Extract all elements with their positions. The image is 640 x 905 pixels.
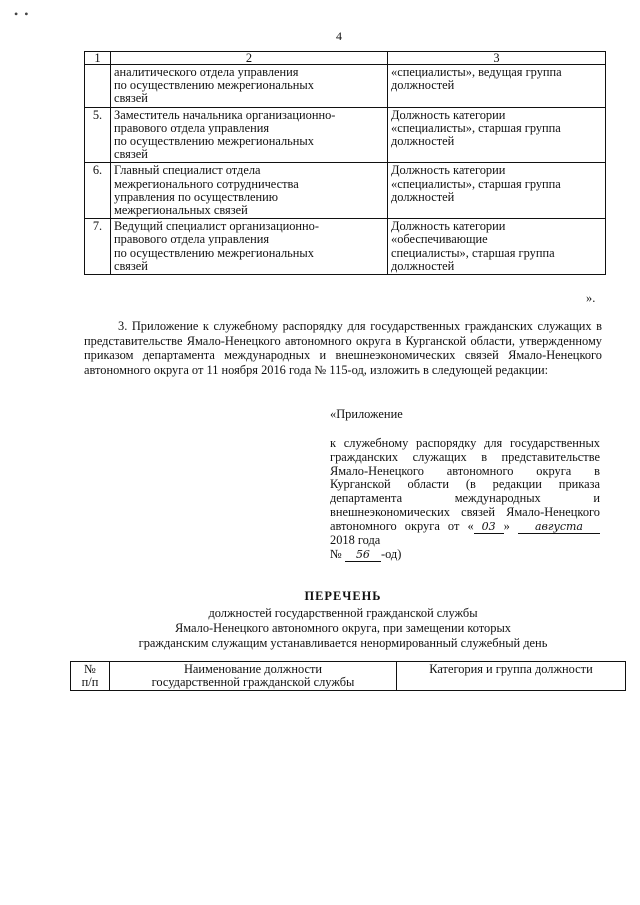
header-number-cell xyxy=(71,662,110,691)
amendment-paragraph: 3. Приложение к служебному распорядку для государственных гражданских служащих в представительстве Ямало-Ненецкого автономного округа в Курганской области, утвержденному приказом департамента международных и внешнеэкономических связей Ямало-Ненецкого автономного округа от 11 ноября 2016 года № 115-од, изложить в следующей редакции: xyxy=(84,319,602,377)
cell-line: Заместитель начальника организационно- xyxy=(114,107,336,122)
cell-line: Должность категории xyxy=(391,163,506,178)
cell-line: Главный специалист отдела xyxy=(114,163,261,178)
cell-line: п/п xyxy=(81,675,99,689)
scan-dots: • • xyxy=(14,7,29,21)
category-cell xyxy=(388,219,606,275)
header-cell-3: 3 xyxy=(388,52,606,65)
cell-line: Должность категории xyxy=(391,107,506,122)
cell-line: Наименование должности xyxy=(183,662,323,676)
list-subtitle xyxy=(84,606,602,651)
cell-line: по осуществлению межрегиональных xyxy=(114,245,314,260)
row-number: 5. xyxy=(85,107,111,163)
cell-line: связей xyxy=(114,258,148,273)
cell-line: аналитического отдела управления xyxy=(114,65,299,79)
handwritten-month: августа xyxy=(518,521,600,534)
header-cell-1: 1 xyxy=(85,52,111,65)
appendix-title: «Приложение xyxy=(330,407,403,421)
cell-line: Должность категории xyxy=(391,219,506,234)
position-cell xyxy=(111,65,388,108)
row-number xyxy=(85,65,111,108)
position-cell xyxy=(111,107,388,163)
subtitle-line: Ямало-Ненецкого автономного округа, при замещении которых xyxy=(175,621,511,635)
header-position-cell xyxy=(110,662,397,691)
category-cell xyxy=(388,107,606,163)
table-row xyxy=(85,65,606,108)
cell-line: связей xyxy=(114,91,148,106)
table-row xyxy=(85,163,606,219)
cell-line: № xyxy=(84,662,96,676)
cell-line: межрегиональных связей xyxy=(114,203,248,218)
table-row xyxy=(85,107,606,163)
cell-line: межрегионального сотрудничества xyxy=(114,176,299,191)
cell-line: управления по осуществлению xyxy=(114,189,279,204)
cell-line: специалисты», старшая группа xyxy=(391,245,555,260)
cell-line: «специалисты», ведущая группа xyxy=(391,65,562,79)
date-close-quote: » xyxy=(503,518,510,533)
number-suffix: -од) xyxy=(380,546,402,561)
date-year: 2018 года xyxy=(330,532,381,547)
subtitle-line: должностей государственной гражданской службы xyxy=(208,606,478,620)
header-cell-2: 2 xyxy=(111,52,388,65)
list-table-header-row xyxy=(71,662,626,691)
position-cell xyxy=(111,219,388,275)
date-open-quote: « xyxy=(467,518,474,533)
category-cell xyxy=(388,163,606,219)
cell-line: должностей xyxy=(391,78,455,93)
cell-line: связей xyxy=(114,147,148,162)
number-prefix: № xyxy=(330,546,342,561)
appendix-body-text: к служебному распорядку для государственных гражданских служащих в представительстве Ямало-Ненецкого автономного округа в Курганской области (в редакции приказа департамента международных и внешнеэкономических связей Ямало-Ненецкого автономного округа от xyxy=(330,436,600,533)
appendix-reference xyxy=(330,437,600,562)
cell-line: по осуществлению межрегиональных xyxy=(114,78,314,93)
cell-line: должностей xyxy=(391,258,455,273)
table-header-row xyxy=(85,52,606,65)
list-title: ПЕРЕЧЕНЬ xyxy=(304,589,382,603)
handwritten-number: 56 xyxy=(345,549,381,562)
cell-line: «специалисты», старшая группа xyxy=(391,176,561,191)
cell-line: по осуществлению межрегиональных xyxy=(114,134,314,149)
row-number: 7. xyxy=(85,219,111,275)
closing-quote-mark: ». xyxy=(586,291,596,305)
position-cell xyxy=(111,163,388,219)
cell-line: «обеспечивающие xyxy=(391,232,488,247)
cell-line: должностей xyxy=(391,134,455,149)
handwritten-day: 03 xyxy=(474,521,504,534)
list-table xyxy=(70,661,626,691)
cell-line: государственной гражданской службы xyxy=(151,675,355,689)
header-category-cell: Категория и группа должности xyxy=(397,662,626,691)
subtitle-line: гражданским служащим устанавливается ненормированный служебный день xyxy=(138,636,548,650)
cell-line: Ведущий специалист организационно- xyxy=(114,219,319,234)
cell-line: правового отдела управления xyxy=(114,232,270,247)
page-number: 4 xyxy=(336,29,342,43)
cell-line: правового отдела управления xyxy=(114,120,270,135)
cell-line: должностей xyxy=(391,189,455,204)
cell-line: «специалисты», старшая группа xyxy=(391,120,561,135)
category-cell xyxy=(388,65,606,108)
positions-table xyxy=(84,51,606,275)
row-number: 6. xyxy=(85,163,111,219)
table-row xyxy=(85,219,606,275)
